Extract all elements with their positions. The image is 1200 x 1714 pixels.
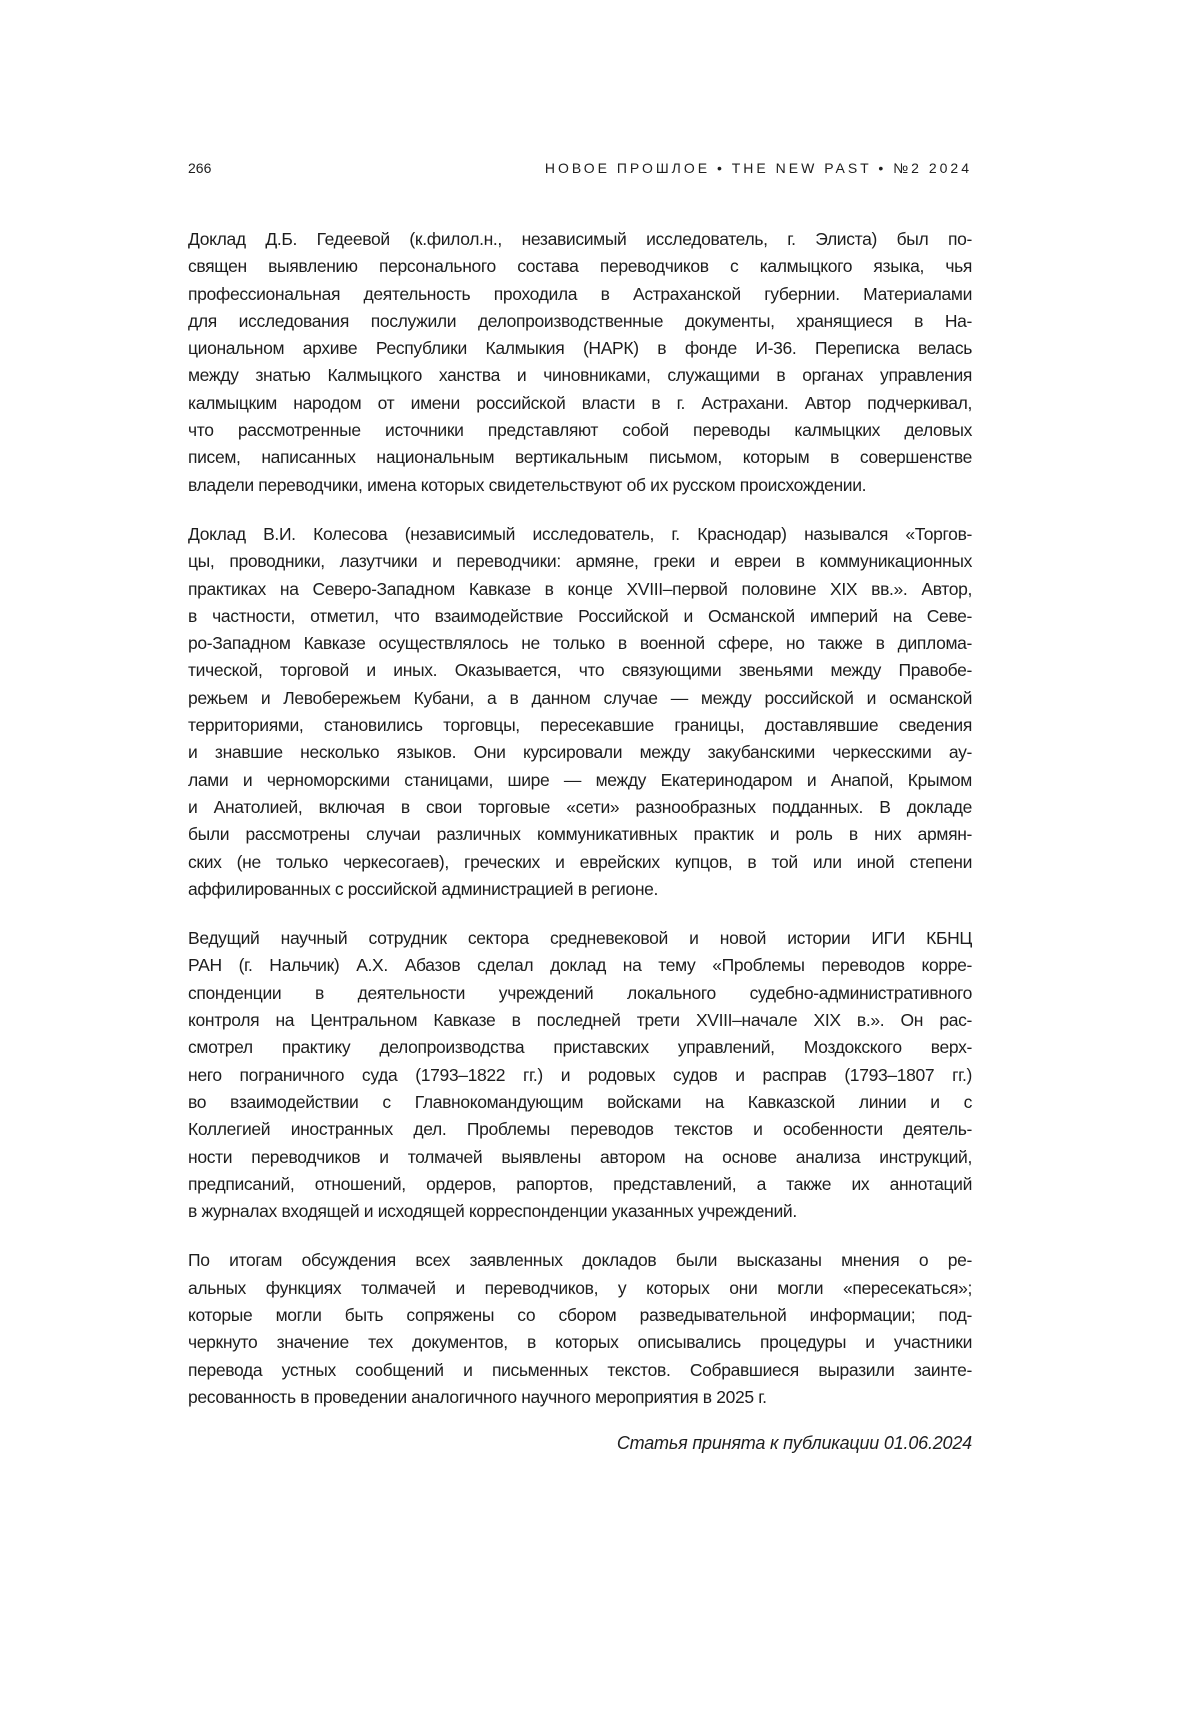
text-line: контроля на Центральном Кавказе в последней трети XVIII–начале XIX в.». Он рас- (188, 1007, 972, 1034)
text-line: и знавшие несколько языков. Они курсировали между закубанскими черкесскими ау- (188, 739, 972, 766)
text-line: РАН (г. Нальчик) А.Х. Абазов сделал доклад на тему «Проблемы переводов корре- (188, 952, 972, 979)
text-line: для исследования послужили делопроизводственные документы, хранящиеся в На- (188, 308, 972, 335)
text-line: ресованность в проведении аналогичного научного мероприятия в 2025 г. (188, 1384, 972, 1411)
text-line: в частности, отметил, что взаимодействие Российской и Османской империй на Севе- (188, 603, 972, 630)
paragraph (188, 521, 972, 903)
text-line: тической, торговой и иных. Оказывается, что связующими звеньями между Правобе- (188, 657, 972, 684)
text-line: во взаимодействии с Главнокомандующим войсками на Кавказской линии и с (188, 1089, 972, 1116)
running-title: НОВОЕ ПРОШЛОЕ • THE NEW PAST • №2 2024 (545, 160, 972, 176)
paragraph (188, 226, 972, 499)
page-header (188, 160, 972, 180)
text-line: которые могли быть сопряжены со сбором разведывательной информации; под- (188, 1302, 972, 1329)
text-line: были рассмотрены случаи различных коммуникативных практик и роль в них армян- (188, 821, 972, 848)
text-line: священ выявлению персонального состава переводчиков с калмыцкого языка, чья (188, 253, 972, 280)
text-line: лами и черноморскими станицами, шире — между Екатеринодаром и Анапой, Крымом (188, 767, 972, 794)
text-line: калмыцким народом от имени российской власти в г. Астрахани. Автор подчеркивал, (188, 390, 972, 417)
text-line: Коллегией иностранных дел. Проблемы переводов текстов и особенности деятель- (188, 1116, 972, 1143)
page-number: 266 (188, 160, 211, 176)
text-line: Доклад В.И. Колесова (независимый исследователь, г. Краснодар) назывался «Торгов- (188, 521, 972, 548)
text-line: ности переводчиков и толмачей выявлены автором на основе анализа инструкций, (188, 1144, 972, 1171)
text-line: предписаний, отношений, ордеров, рапортов, представлений, а также их аннотаций (188, 1171, 972, 1198)
text-line: в журналах входящей и исходящей корреспонденции указанных учреждений. (188, 1198, 972, 1225)
text-line: режьем и Левобережьем Кубани, а в данном случае — между российской и османской (188, 685, 972, 712)
text-line: практиках на Северо-Западном Кавказе в конце XVIII–первой половине XIX вв.». Автор, (188, 576, 972, 603)
text-line: смотрел практику делопроизводства приставских управлений, Моздокского верх- (188, 1034, 972, 1061)
text-line: и Анатолией, включая в свои торговые «сети» разнообразных подданных. В докладе (188, 794, 972, 821)
paragraph (188, 925, 972, 1225)
accepted-for-publication-note: Статья принята к публикации 01.06.2024 (188, 1433, 972, 1454)
text-line: владели переводчики, имена которых свидетельствуют об их русском происхождении. (188, 472, 972, 499)
text-line: циональном архиве Республики Калмыкия (НАРК) в фонде И-36. Переписка велась (188, 335, 972, 362)
text-line: альных функциях толмачей и переводчиков, у которых они могли «пересекаться»; (188, 1275, 972, 1302)
text-line: перевода устных сообщений и письменных текстов. Собравшиеся выразили заинте- (188, 1357, 972, 1384)
paragraph (188, 1247, 972, 1411)
text-line: писем, написанных национальным вертикальным письмом, которым в совершенстве (188, 444, 972, 471)
text-line: территориями, становились торговцы, пересекавшие границы, доставлявшие сведения (188, 712, 972, 739)
article-body (188, 226, 972, 1454)
text-line: спонденции в деятельности учреждений локального судебно-административного (188, 980, 972, 1007)
text-line: него пограничного суда (1793–1822 гг.) и родовых судов и расправ (1793–1807 гг.) (188, 1062, 972, 1089)
text-line: между знатью Калмыцкого ханства и чиновниками, служащими в органах управления (188, 362, 972, 389)
text-line: что рассмотренные источники представляют собой переводы калмыцких деловых (188, 417, 972, 444)
text-line: аффилированных с российской администрацией в регионе. (188, 876, 972, 903)
text-line: цы, проводники, лазутчики и переводчики: армяне, греки и евреи в коммуникационных (188, 548, 972, 575)
text-line: ских (не только черкесогаев), греческих и еврейских купцов, в той или иной степени (188, 849, 972, 876)
text-line: Ведущий научный сотрудник сектора средневековой и новой истории ИГИ КБНЦ (188, 925, 972, 952)
text-line: По итогам обсуждения всех заявленных докладов были высказаны мнения о ре- (188, 1247, 972, 1274)
text-line: черкнуто значение тех документов, в которых описывались процедуры и участники (188, 1329, 972, 1356)
text-line: ро-Западном Кавказе осуществлялось не только в военной сфере, но также в диплома- (188, 630, 972, 657)
text-line: Доклад Д.Б. Гедеевой (к.филол.н., независимый исследователь, г. Элиста) был по- (188, 226, 972, 253)
text-line: профессиональная деятельность проходила в Астраханской губернии. Материалами (188, 281, 972, 308)
